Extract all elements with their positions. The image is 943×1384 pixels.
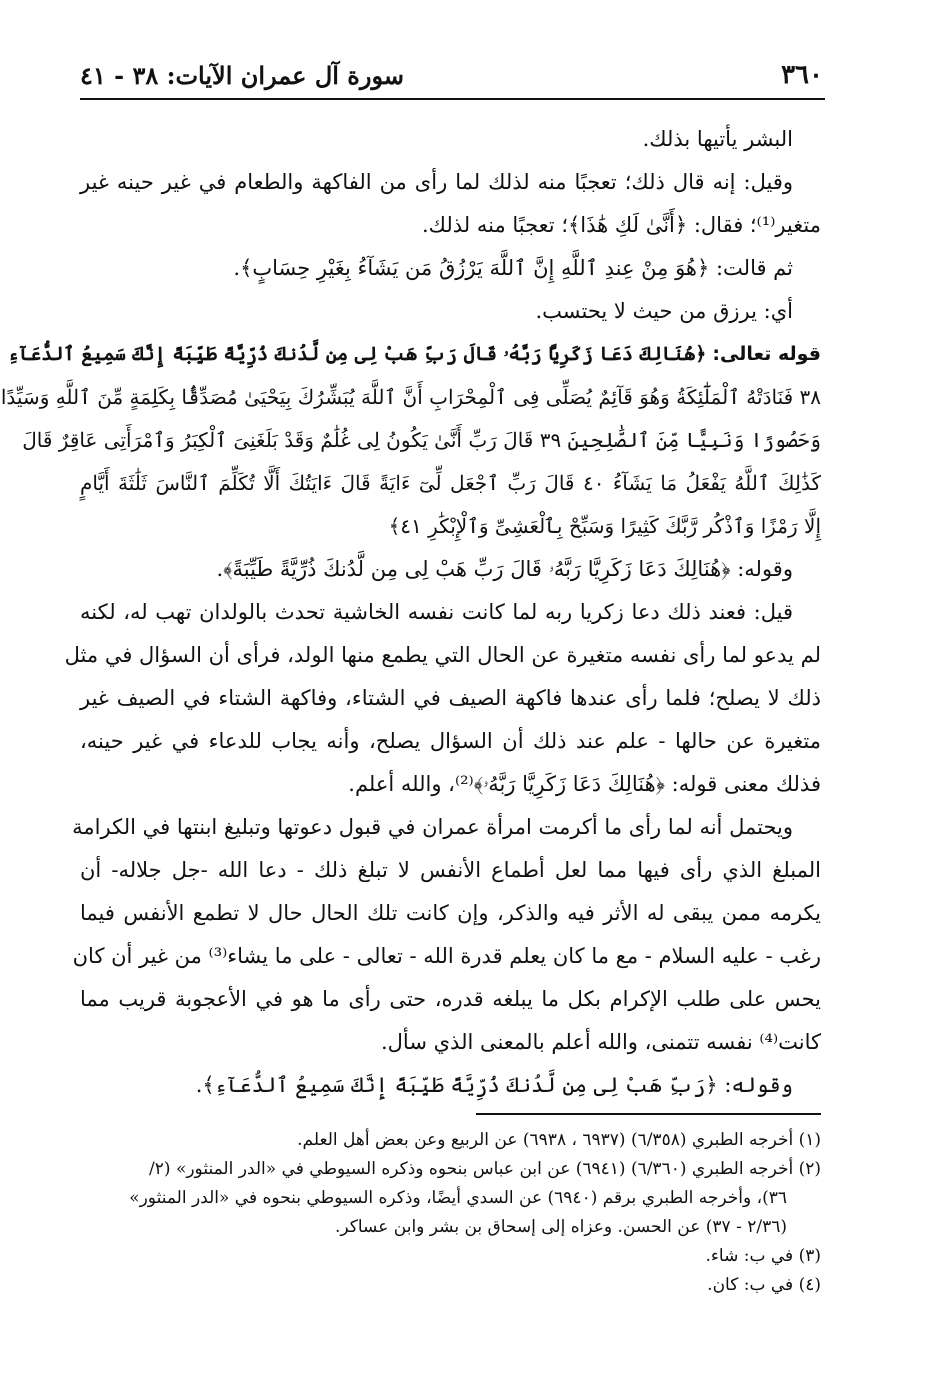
footnote: (٤) في ب: كان. bbox=[707, 1275, 821, 1295]
footnote: (١) أخرجه الطبري (٦/٣٥٨) (٦٩٣٧ ، ٦٩٣٨) عن الربيع وعن بعض أهل العلم. bbox=[297, 1130, 821, 1150]
text-line: ثم قالت: ﴿هُوَ مِنْ عِندِ ٱللَّهِ إِنَّ ٱللَّهَ يَرْزُقُ مَن يَشَآءُ بِغَيْرِ حِسَابٍ﴾. bbox=[233, 256, 793, 280]
quran-verse-line: إِلَّا رَمْزًا وَٱذْكُر رَّبَّكَ كَثِيرًا وَسَبِّحْ بِٱلْعَشِىِّ وَٱلْإِبْكَٰرِ ٤١﴾ bbox=[388, 514, 821, 538]
footnotes bbox=[80, 1126, 821, 1300]
text-line: يحس على طلب الإكرام بكل ما يبلغه قدره، حتى رأى ما هو في الأعجوبة قريب مما bbox=[80, 987, 821, 1011]
footnote-separator bbox=[476, 1113, 821, 1115]
text-line: أي: يرزق من حيث لا يحتسب. bbox=[535, 299, 793, 323]
page-number: ٣٦٠ bbox=[781, 60, 823, 90]
text-line: قيل: فعند ذلك دعا زكريا ربه لما كانت نفسه الخاشية تحدث بالولدان تهب له، لكنه bbox=[80, 600, 793, 624]
lead-phrase: قوله تعالى: bbox=[712, 343, 821, 365]
text-line: كانت⁽⁴⁾ نفسه تتمنى، والله أعلم بالمعنى الذي سأل. bbox=[381, 1030, 821, 1054]
quran-verse-line: ٣٨ فَنَادَتْهُ ٱلْمَلَٰٓئِكَةُ وَهُوَ قَآئِمٌ يُصَلِّى فِى ٱلْمِحْرَابِ أَنَّ ٱللَّهَ يُبَشِّرُكَ بِيَحْيَىٰ مُصَدِّقًۢا بِكَلِمَةٍ مِّنَ ٱللَّهِ وَسَيِّدًا bbox=[0, 385, 821, 409]
text-line: البشر يأتيها بذلك. bbox=[642, 127, 793, 151]
text-line: وقوله: ﴿رَبِّ هَبْ لِى مِن لَّدُنكَ ذُرِّيَّةً طَيِّبَةً إِنَّكَ سَمِيعُ ٱلدُّعَآءِ﴾. bbox=[195, 1073, 793, 1097]
text-line: فذلك معنى قوله: ﴿هُنَالِكَ دَعَا زَكَرِيَّا رَبَّهُۥ﴾⁽²⁾، والله أعلم. bbox=[348, 772, 821, 796]
text-line: لم يدعو لما رأى نفسه متغيرة عن الحال التي يطمع منها الولد، فرأى أن السؤال في مثل bbox=[64, 643, 821, 667]
footnote-continuation: (٢/٣٦ - ٣٧) عن الحسن. وعزاه إلى إسحاق بن بشر وابن عساكر. bbox=[335, 1217, 787, 1237]
text-line: رغب - عليه السلام - مع ما كان يعلم قدرة الله - تعالى - على ما يشاء⁽³⁾ من غير أن كان bbox=[72, 944, 821, 968]
quran-verse-line: كَذَٰلِكَ ٱللَّهُ يَفْعَلُ مَا يَشَآءُ ٤٠ قَالَ رَبِّ ٱجْعَل لِّىٓ ءَايَةً قَالَ ءَايَتُكَ أَلَّا تُكَلِّمَ ٱلنَّاسَ ثَلَٰثَةَ أَيَّامٍ bbox=[80, 471, 821, 495]
text-line: وقيل: إنه قال ذلك؛ تعجبًا منه لذلك لما رأى من الفاكهة والطعام في غير حينه غير bbox=[80, 170, 793, 194]
text-line: ويحتمل أنه لما رأى ما أكرمت امرأة عمران في قبول دعوتها وتبليغ ابنتها في الكرامة bbox=[72, 815, 793, 839]
main-text bbox=[0, 118, 821, 1107]
footnote: (٣) في ب: شاء. bbox=[705, 1246, 821, 1266]
page-header bbox=[80, 56, 823, 94]
footnote: (٢) أخرجه الطبري (٦/٣٦٠) (٦٩٤١) عن ابن عباس بنحوه وذكره السيوطي في «الدر المنثور» (٢/ bbox=[149, 1159, 821, 1179]
text-line: وقوله: ﴿هُنَالِكَ دَعَا زَكَرِيَّا رَبَّهُۥ قَالَ رَبِّ هَبْ لِى مِن لَّدُنكَ ذُرِّيَّةً طَيِّبَةً﴾. bbox=[216, 557, 793, 581]
text-line: المبلغ الذي رأى فيها مما لعل أطماع الأنفس لا تبلغ ذلك - دعا الله -جل جلاله- أن bbox=[80, 858, 821, 882]
running-title: سورة آل عمران الآيات: ٣٨ - ٤١ bbox=[80, 60, 404, 90]
footnote-continuation: ٣٦)، وأخرجه الطبري برقم (٦٩٤٠) عن السدي أيضًا، وذكره السيوطي بنحوه في «الدر المنثور» bbox=[129, 1188, 787, 1208]
header-rule bbox=[80, 98, 825, 100]
quran-verse-line: وَحَصُورًا وَنَبِيًّا مِّنَ ٱلصَّٰلِحِينَ ٣٩ قَالَ رَبِّ أَنَّىٰ يَكُونُ لِى غُلَٰمٌ وَقَدْ بَلَغَنِىَ ٱلْكِبَرُ وَٱمْرَأَتِى عَاقِرٌ قَالَ bbox=[22, 428, 821, 452]
text-line: متغير⁽¹⁾؛ فقال: ﴿أَنَّىٰ لَكِ هَٰذَا﴾؛ تعجبًا منه لذلك. bbox=[422, 213, 821, 237]
quran-text: ﴿هُنَالِكَ دَعَا زَكَرِيَّا رَبَّهُۥ قَالَ رَبِّ هَبْ لِى مِن لَّدُنكَ ذُرِّيَّةً طَيِّبَةً إِنَّكَ سَمِيعُ ٱلدُّعَآءِ bbox=[7, 343, 707, 365]
quran-verse-line bbox=[7, 333, 821, 376]
text-line: ذلك لا يصلح؛ فلما رأى عندها فاكهة الصيف في الشتاء، وفاكهة الشتاء في الصيف غير bbox=[80, 686, 821, 710]
text-line: يكرمه ممن يبقى له الأثر فيه والذكر، وإن كانت تلك الحال حال لا تطمع الأنفس فيما bbox=[80, 901, 821, 925]
text-line: متغيرة عن حالها - علم عند ذلك أن السؤال يصلح، وأنه يجاب للدعاء في غير حينه، bbox=[80, 729, 821, 753]
